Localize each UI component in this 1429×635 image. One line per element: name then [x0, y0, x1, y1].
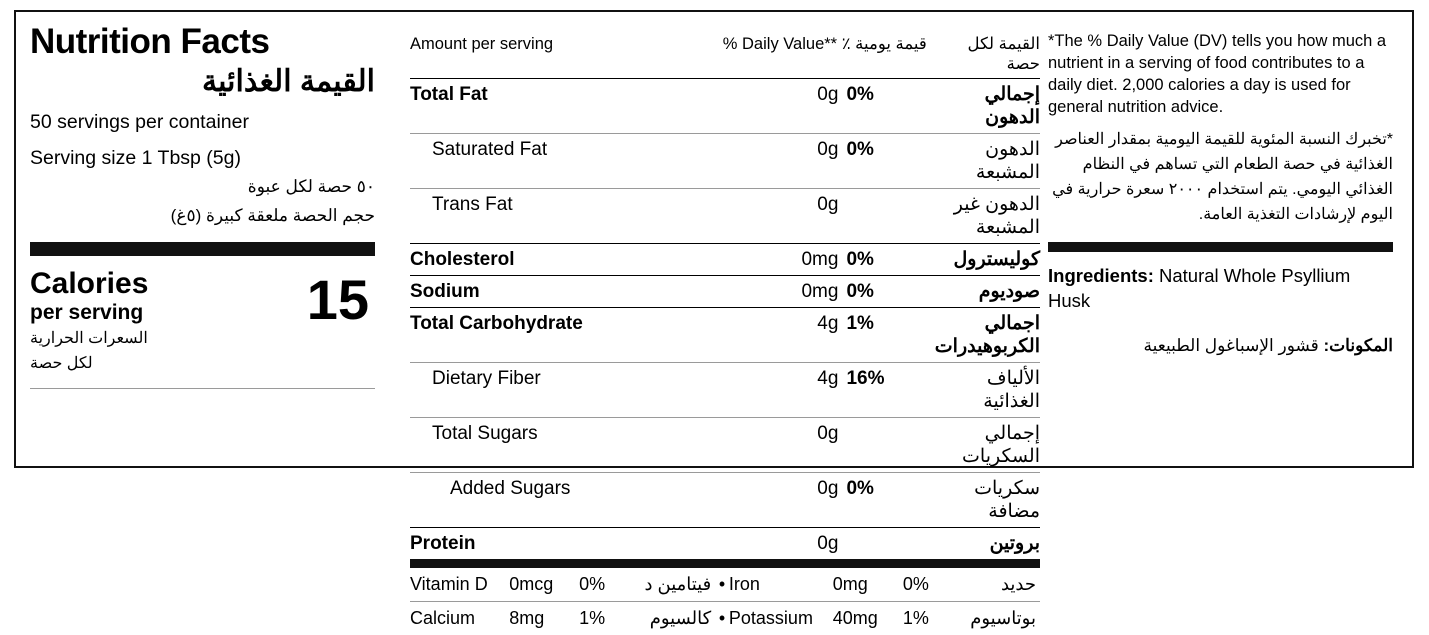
vitamin-amount: 0mcg [509, 568, 579, 602]
nutrient-table [410, 30, 1040, 568]
serving-size-arabic: حجم الحصة ملعقة كبيرة (٥غ) [30, 204, 375, 229]
daily-value-footnote-arabic: *تخبرك النسبة المئوية للقيمة اليومية بمقدار العناصر الغذائية في حصة الطعام التي تساهم في النظام الغذائي اليومي. يتم استخدام ٢٠٠٠ سعرة حرارية في اليوم لإرشادات التغذية العامة. [1048, 128, 1393, 227]
nutrient-name-arabic: الدهون المشبعة [935, 134, 1040, 189]
nutrient-name: Total Carbohydrate [410, 308, 723, 363]
nutrient-amount: 0g [723, 418, 847, 473]
thick-divider [1048, 242, 1393, 252]
thin-divider [30, 388, 375, 389]
page-title: Nutrition Facts [30, 24, 375, 61]
vitamin-amount: 40mg [833, 602, 903, 635]
table-row [410, 308, 1040, 363]
calories-sublabel: per serving [30, 300, 148, 325]
table-row [410, 418, 1040, 473]
nutrient-dv: 0% [846, 79, 934, 134]
nutrient-name-arabic: صوديوم [935, 276, 1040, 308]
vitamin-dv: 0% [903, 568, 955, 602]
nutrient-amount: 0g [723, 473, 847, 528]
vitamin-name-arabic: كالسيوم [631, 602, 715, 635]
nutrient-dv: 16% [846, 363, 934, 418]
vitamin-name-arabic: حديد [955, 568, 1040, 602]
servings-per-container: 50 servings per container [30, 110, 375, 135]
nutrient-dv [846, 418, 934, 473]
servings-per-container-arabic: ٥٠ حصة لكل عبوة [30, 175, 375, 200]
nutrient-dv: 0% [846, 473, 934, 528]
table-row [410, 528, 1040, 564]
nutrient-amount: 0g [723, 79, 847, 134]
bullet-separator-icon: • [715, 568, 729, 602]
calories-text-block [30, 268, 148, 374]
nutrient-name: Added Sugars [410, 473, 723, 528]
thick-divider [30, 242, 375, 256]
vitamin-name: Iron [729, 568, 833, 602]
calories-sublabel-arabic: لكل حصة [30, 353, 148, 375]
vitamin-dv: 0% [579, 568, 631, 602]
nutrient-amount: 0mg [723, 276, 847, 308]
vitamin-name: Calcium [410, 602, 509, 635]
nutrient-amount: 0g [723, 528, 847, 564]
header-daily-value-ar: ٪ قيمة يومية [842, 35, 927, 53]
calories-value: 15 [307, 268, 375, 328]
nutrient-amount: 0g [723, 189, 847, 244]
calories-label: Calories [30, 268, 148, 300]
nutrient-name-arabic: اجمالي الكربوهيدرات [935, 308, 1040, 363]
nutrient-name-arabic: بروتين [935, 528, 1040, 564]
header-amount-arabic: القيمة لكل حصة [935, 30, 1040, 79]
vitamin-dv: 1% [903, 602, 955, 635]
nutrient-dv [846, 528, 934, 564]
vitamin-name-arabic: بوتاسيوم [955, 602, 1040, 635]
nutrient-name: Dietary Fiber [410, 363, 723, 418]
table-row [410, 134, 1040, 189]
nutrient-name-arabic: سكريات مضافة [935, 473, 1040, 528]
calories-label-arabic: السعرات الحرارية [30, 328, 148, 350]
table-row [410, 244, 1040, 276]
nutrient-dv: 0% [846, 244, 934, 276]
table-row [410, 79, 1040, 134]
footnote-panel [1048, 30, 1393, 357]
daily-value-footnote: *The % Daily Value (DV) tells you how much a nutrient in a serving of food contributes to a daily diet. 2,000 calories a day is used for general nutrition advice. [1048, 30, 1393, 118]
nutrient-panel [410, 30, 1040, 635]
nutrient-name: Trans Fat [410, 189, 723, 244]
nutrient-name-arabic: إجمالي الدهون [935, 79, 1040, 134]
table-row [410, 276, 1040, 308]
nutrient-name-arabic: كوليسترول [935, 244, 1040, 276]
table-row [410, 568, 1040, 602]
vitamin-amount: 0mg [833, 568, 903, 602]
nutrient-dv: 0% [846, 134, 934, 189]
nutrient-table-header [410, 30, 1040, 79]
ingredients-value: Natural Whole Psyllium Husk [1048, 265, 1350, 311]
nutrient-dv: 1% [846, 308, 934, 363]
nutrient-amount: 0g [723, 134, 847, 189]
nutrient-name: Cholesterol [410, 244, 723, 276]
nutrient-name-arabic: الألياف الغذائية [935, 363, 1040, 418]
table-row [410, 602, 1040, 635]
vitamin-name: Potassium [729, 602, 833, 635]
ingredients-value-arabic: قشور الإسباغول الطبيعية [1144, 336, 1319, 355]
serving-size: Serving size 1 Tbsp (5g) [30, 146, 375, 171]
header-daily-value [723, 30, 935, 79]
ingredients-label-arabic: المكونات: [1324, 336, 1393, 355]
nutrient-amount: 0mg [723, 244, 847, 276]
nutrient-name: Protein [410, 528, 723, 564]
nutrient-name-arabic: إجمالي السكريات [935, 418, 1040, 473]
nutrient-name: Saturated Fat [410, 134, 723, 189]
table-row [410, 363, 1040, 418]
nutrient-amount: 4g [723, 363, 847, 418]
ingredients-label: Ingredients: [1048, 265, 1154, 286]
nutrient-name: Total Fat [410, 79, 723, 134]
table-row [410, 473, 1040, 528]
page-title-arabic: القيمة الغذائية [30, 63, 375, 101]
vitamin-name: Vitamin D [410, 568, 509, 602]
nutrient-dv: 0% [846, 276, 934, 308]
header-amount-per-serving: Amount per serving [410, 30, 723, 79]
nutrient-amount: 4g [723, 308, 847, 363]
calories-row [30, 268, 375, 374]
header-daily-value-en: % Daily Value** [723, 35, 837, 53]
bullet-separator-icon: • [715, 602, 729, 635]
ingredients-block-arabic [1048, 334, 1393, 358]
nutrient-dv [846, 189, 934, 244]
vitamins-table [410, 568, 1040, 635]
left-panel [30, 24, 375, 434]
nutrient-name: Sodium [410, 276, 723, 308]
vitamin-name-arabic: فيتامين د [631, 568, 715, 602]
nutrient-name: Total Sugars [410, 418, 723, 473]
table-row [410, 189, 1040, 244]
ingredients-block [1048, 264, 1393, 314]
vitamin-amount: 8mg [509, 602, 579, 635]
vitamin-dv: 1% [579, 602, 631, 635]
nutrient-name-arabic: الدهون غير المشبعة [935, 189, 1040, 244]
